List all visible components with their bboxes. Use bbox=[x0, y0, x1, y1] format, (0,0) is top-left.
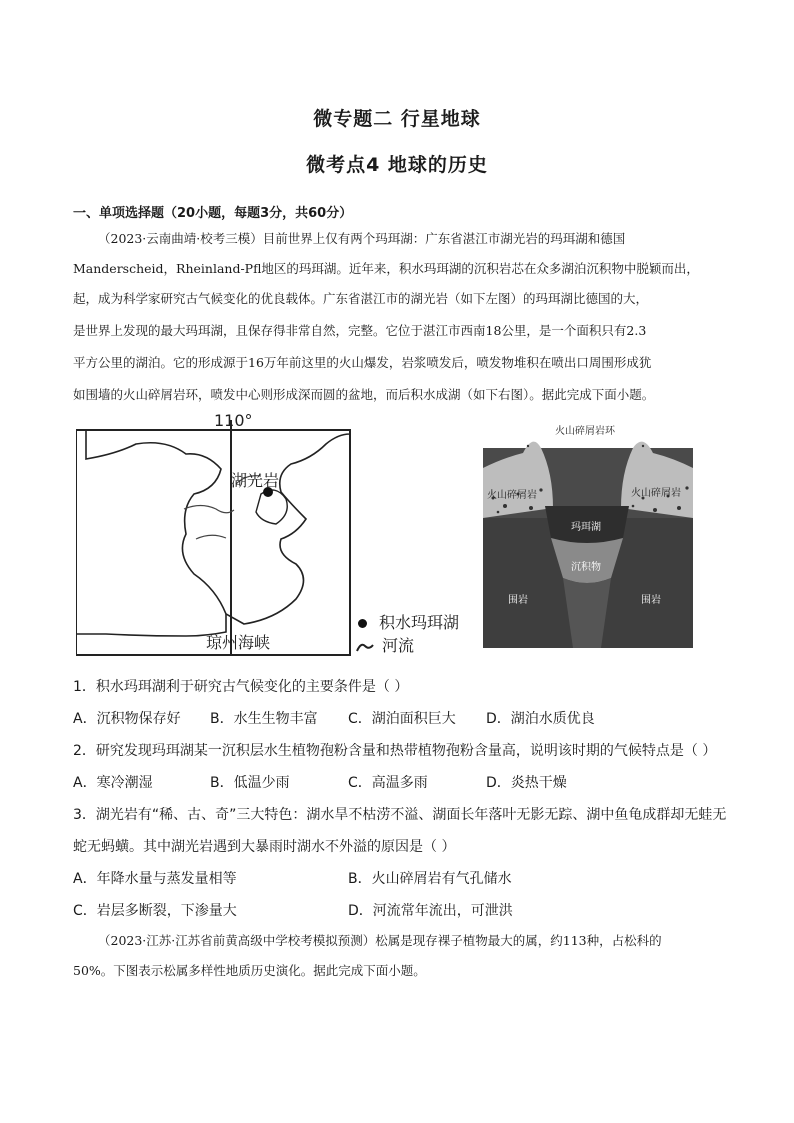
legend-river bbox=[356, 633, 414, 656]
coastline-south bbox=[76, 614, 226, 636]
river bbox=[184, 506, 234, 513]
ring-label: 火山碎屑岩环 bbox=[555, 426, 615, 437]
strait-label: 琼州海峡 bbox=[206, 633, 271, 652]
passage2-line: （2023·江苏·江苏省前黄高级中学校考模拟预测）松属是现存裸子植物最大的属，约113种，占松科的 bbox=[98, 933, 662, 948]
page-subtitle: 微考点4 地球的历史 bbox=[306, 154, 488, 176]
cross-section-diagram bbox=[483, 418, 693, 652]
q3-option-c[interactable]: C．岩层多断裂，下渗量大 bbox=[73, 903, 237, 919]
legend-river-label: 河流 bbox=[382, 636, 415, 655]
cross-section-svg bbox=[483, 418, 693, 648]
question-3-stem-cont: 蛇无蚂蟥。其中湖光岩遇到大暴雨时湖水不外溢的原因是（ ） bbox=[73, 839, 456, 855]
q1-option-c[interactable]: C．湖泊面积巨大 bbox=[348, 711, 456, 727]
right-rock-label: 火山碎屑岩 bbox=[631, 488, 681, 499]
passage-line: Manderscheid，Rheinland-Pfl地区的玛珥湖。近年来，积水玛珥湖的沉积岩芯在众多湖泊沉积物中脱颖而出， bbox=[73, 261, 699, 276]
longitude-label: 110° bbox=[214, 414, 253, 430]
section-heading: 一、单项选择题（20小题，每题3分，共60分） bbox=[73, 206, 353, 221]
passage-line: 是世界上发现的最大玛珥湖，且保存得非常自然，完整。它位于湛江市西南18公里，是一个面积只有2.3 bbox=[73, 323, 647, 338]
place-label: 湖光岩 bbox=[231, 471, 280, 490]
q3-option-b[interactable]: B．火山碎屑岩有气孔储水 bbox=[348, 871, 512, 887]
question-3-stem: 3．湖光岩有“稀、古、奇”三大特色：湖水旱不枯涝不溢、湖面长年落叶无影无踪、湖中鱼龟成群却无蛙无 bbox=[73, 807, 727, 823]
passage-line: 平方公里的湖泊。它的形成源于16万年前这里的火山爆发，岩浆喷发后，喷发物堆积在喷出口周围形成犹 bbox=[73, 355, 652, 370]
passage-line: （2023·云南曲靖·校考三模）目前世界上仅有两个玛珥湖：广东省湛江市湖光岩的玛珥湖和德国 bbox=[98, 231, 626, 246]
legend-lake bbox=[358, 610, 459, 633]
question-2-stem: 2．研究发现玛珥湖某一沉积层水生植物孢粉含量和热带植物孢粉含量高，说明该时期的气候特点是（ ） bbox=[73, 743, 717, 759]
q1-option-d[interactable]: D．湖泊水质优良 bbox=[486, 711, 595, 727]
page-title: 微专题二 行星地球 bbox=[313, 108, 481, 130]
q2-option-a[interactable]: A．寒冷潮湿 bbox=[73, 775, 153, 791]
river bbox=[196, 535, 226, 539]
q1-option-b[interactable]: B．水生生物丰富 bbox=[210, 711, 318, 727]
passage-line: 起，成为科学家研究古气候变化的优良载体。广东省湛江市的湖光岩（如下左图）的玛珥湖比德国的大， bbox=[73, 291, 649, 306]
q2-option-b[interactable]: B．低温少雨 bbox=[210, 775, 290, 791]
q1-option-a[interactable]: A．沉积物保存好 bbox=[73, 711, 181, 727]
map-frame bbox=[76, 430, 350, 655]
q3-option-a[interactable]: A．年降水量与蒸发量相等 bbox=[73, 871, 237, 887]
passage-line: 如围墙的火山碎屑岩环，喷发中心则形成深而圆的盆地，而后积水成湖（如下右图）。据此完成下面小题。 bbox=[73, 387, 655, 402]
right-wall-label: 围岩 bbox=[641, 595, 661, 606]
q2-option-d[interactable]: D．炎热干燥 bbox=[486, 775, 567, 791]
lake-label: 玛珥湖 bbox=[571, 522, 601, 533]
coastline bbox=[86, 430, 350, 624]
legend-lake-label: 积水玛珥湖 bbox=[379, 613, 460, 632]
q3-option-d[interactable]: D．河流常年流出，可泄洪 bbox=[348, 903, 513, 919]
lake-legend-icon bbox=[358, 619, 367, 628]
left-rock-label: 火山碎屑岩 bbox=[487, 490, 537, 501]
sediment-label: 沉积物 bbox=[571, 562, 601, 573]
river-legend-icon bbox=[356, 640, 374, 654]
left-wall-label: 围岩 bbox=[508, 595, 528, 606]
q2-option-c[interactable]: C．高温多雨 bbox=[348, 775, 428, 791]
location-map bbox=[76, 414, 356, 663]
question-1-stem: 1．积水玛珥湖利于研究古气候变化的主要条件是（ ） bbox=[73, 679, 409, 695]
passage2-line: 50%。下图表示松属多样性地质历史演化。据此完成下面小题。 bbox=[73, 963, 426, 978]
map-svg bbox=[76, 414, 356, 659]
